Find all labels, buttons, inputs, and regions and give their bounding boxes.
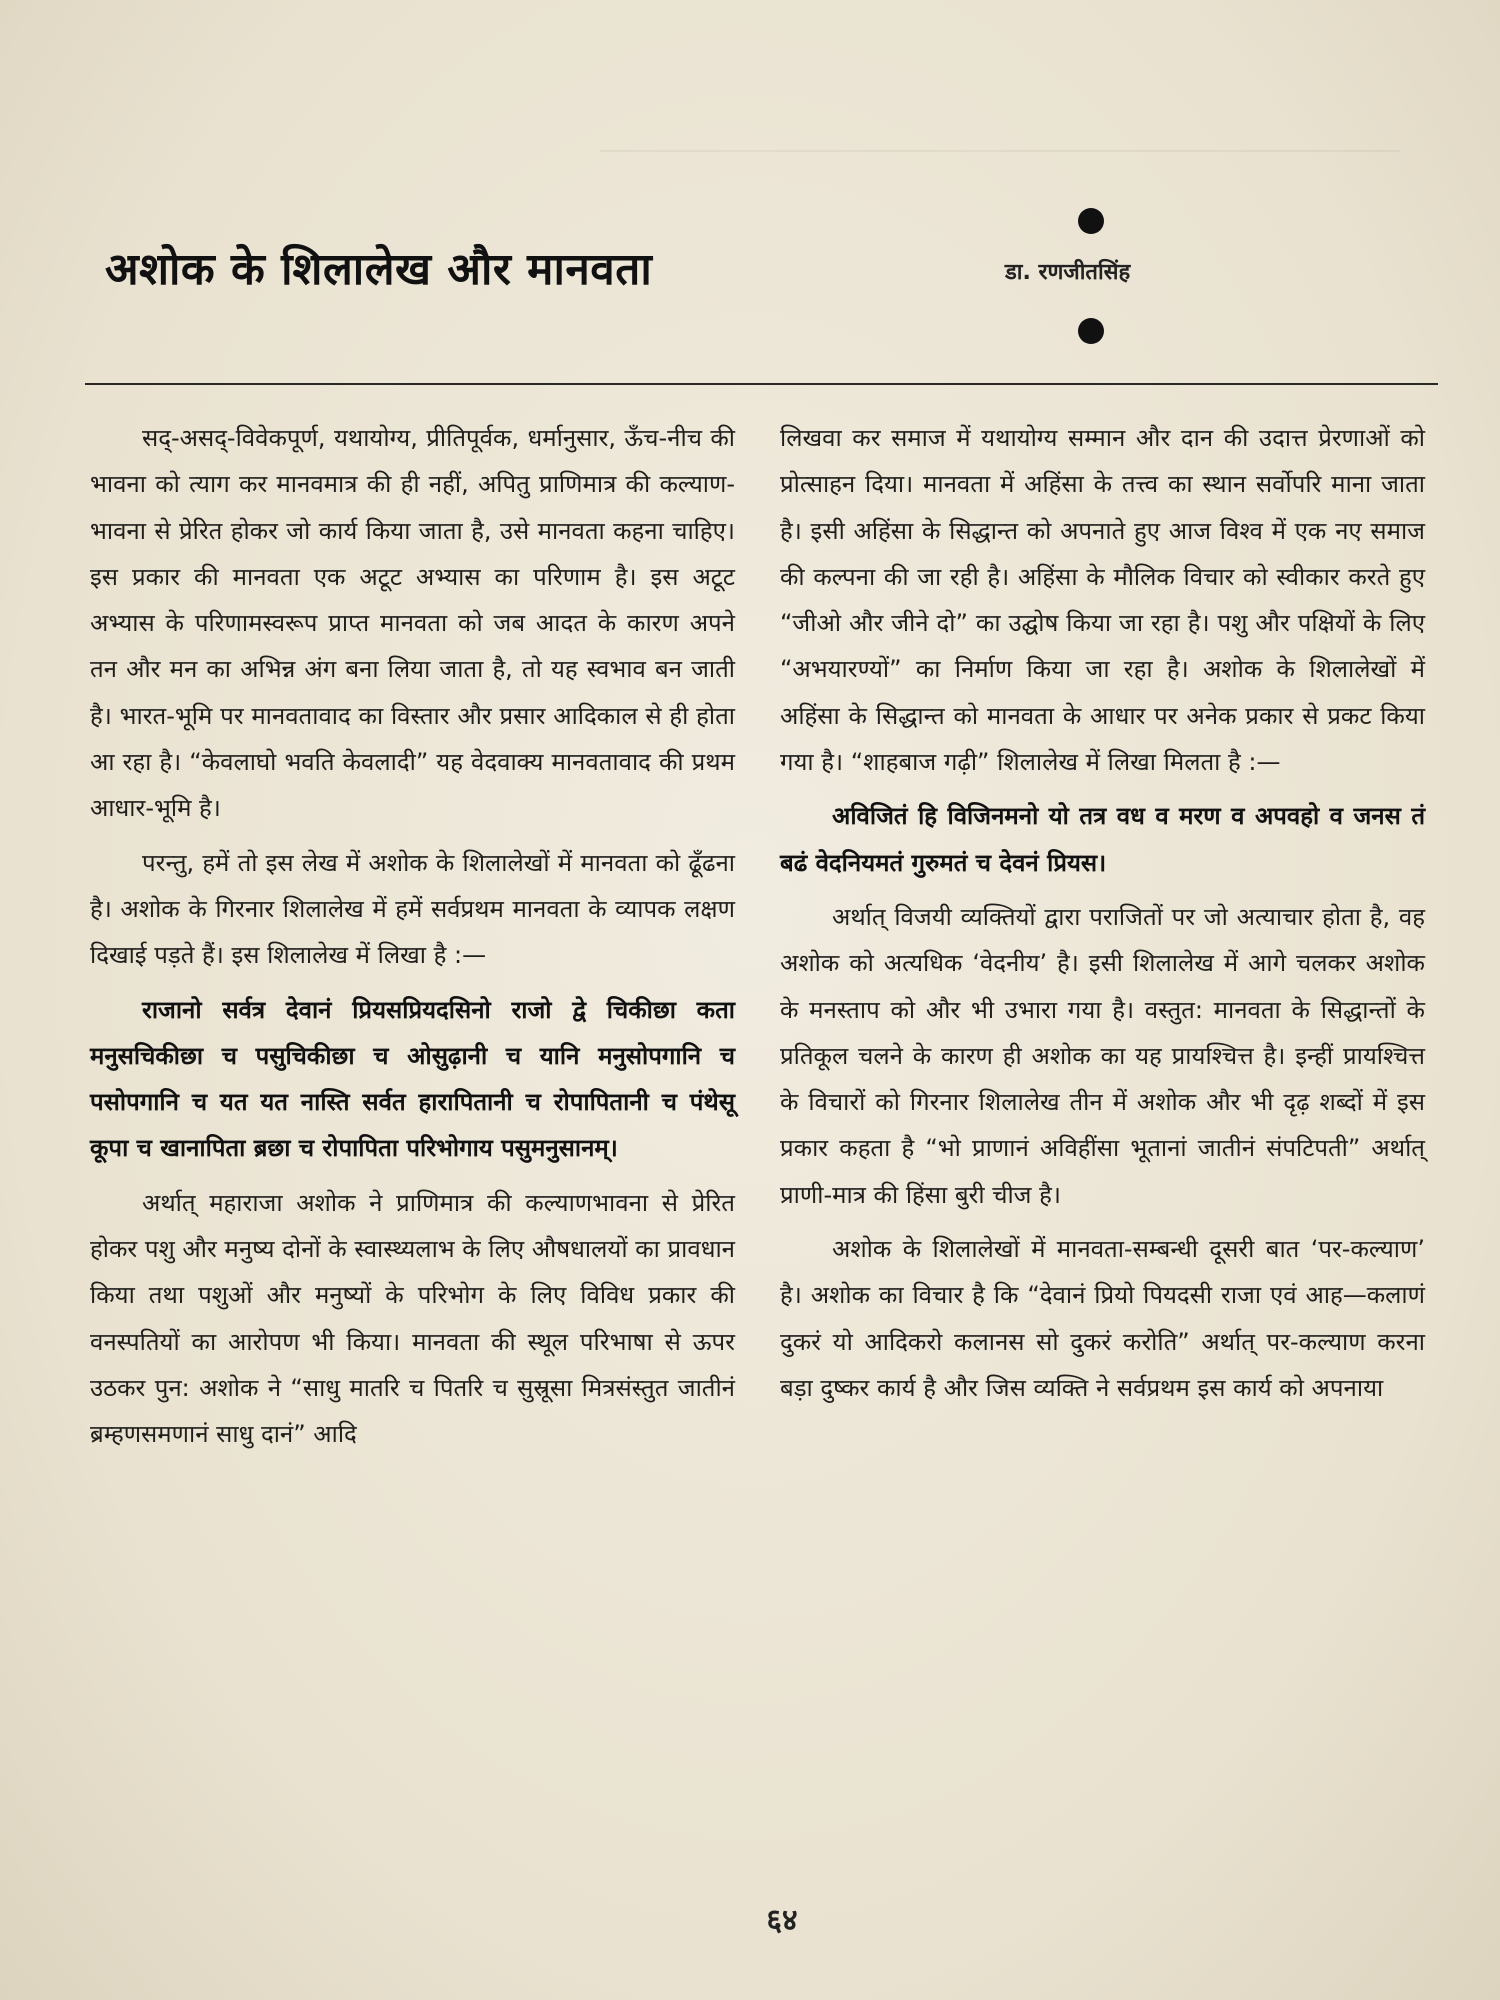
article-title: अशोक के शिलालेख और मानवता [105, 244, 653, 295]
paragraph: अर्थात् महाराजा अशोक ने प्राणिमात्र की कल्याणभावना से प्रेरित होकर पशु और मनुष्य दोनों के स्वास्थ्यलाभ के लिए औषधालयों का प्रावधान किया तथा पशुओं और मनुष्यों के परिभोग के लिए विविध प्रकार की वनस्पतियों का आरोपण भी किया। मानवता की स्थूल परिभाषा से ऊपर उठकर पुन: अशोक ने “साधु मातरि च पितरि च सुस्रूसा मित्रसंस्तुत जातीनं ब्रम्हणसमणानं साधु दानं” आदि [90, 1188, 735, 1449]
inscription-quote: राजानो सर्वत्र देवानं प्रियसप्रियदसिनो राजो द्वे चिकीछा कता मनुसचिकीछा च पसुचिकीछा च ओसुढ़ानी च यानि मनुसोपगानि च पसोपगानि च यत यत नास्ति सर्वत हारापितानी च रोपापितानी च पंथेसू कूपा च खानापिता ब्रछा च रोपापिता परिभोगाय पसुमनुसानम्। [90, 995, 735, 1163]
bullet-dot-bottom [1078, 318, 1104, 344]
show-through-texture [600, 110, 1400, 152]
title-divider [85, 383, 1438, 385]
paragraph: सद्-असद्-विवेकपूर्ण, यथायोग्य, प्रीतिपूर्वक, धर्मानुसार, ऊँच-नीच की भावना को त्याग कर मानवमात्र की ही नहीं, अपितु प्राणिमात्र की कल्याण-भावना से प्रेरित होकर जो कार्य किया जाता है, उसे मानवता कहना चाहिए। इस प्रकार की मानवता एक अटूट अभ्यास का परिणाम है। इस अटूट अभ्यास के परिणामस्वरूप प्राप्त मानवता को जब आदत के कारण अपने तन और मन का अभिन्न अंग बना लिया जाता है, तो यह स्वभाव बन जाती है। भारत-भूमि पर मानवतावाद का विस्तार और प्रसार आदिकाल से ही होता आ रहा है। “केवलाघो भवति केवलादी” यह वेदवाक्य मानवतावाद की प्रथम आधार-भूमि है। [90, 424, 735, 823]
bullet-dot-top [1078, 208, 1104, 234]
left-column [90, 415, 735, 1458]
page-number: ६४ [766, 1903, 798, 1938]
paragraph: परन्तु, हमें तो इस लेख में अशोक के शिलालेखों में मानवता को ढूँढना है। अशोक के गिरनार शिलालेख में हमें सर्वप्रथम मानवता के व्यापक लक्षण दिखाई पड़ते हैं। इस शिलालेख में लिखा है :— [90, 848, 735, 970]
inscription-quote: अविजितं हि विजिनमनो यो तत्र वध व मरण व अपवहो व जनस तं बढं वेदनियमतं गुरुमतं च देवनं प्रियस। [780, 802, 1425, 877]
paragraph: अर्थात् विजयी व्यक्तियों द्वारा पराजितों पर जो अत्याचार होता है, वह अशोक को अत्यधिक ‘वेदनीय’ है। इसी शिलालेख में आगे चलकर अशोक के मनस्ताप को और भी उभारा गया है। वस्तुत: मानवता के सिद्धान्तों के प्रतिकूल चलने के कारण ही अशोक का यह प्रायश्चित्त है। इन्हीं प्रायश्चित्त के विचारों को गिरनार शिलालेख तीन में अशोक और भी दृढ़ शब्दों में इस प्रकार कहता है “भो प्राणानं अविहींसा भूतानां जातीनं संपटिपती” अर्थात् प्राणी-मात्र की हिंसा बुरी चीज है। [780, 902, 1425, 1209]
paragraph-continued: लिखवा कर समाज में यथायोग्य सम्मान और दान की उदात्त प्रेरणाओं को प्रोत्साहन दिया। मानवता में अहिंसा के तत्त्व का स्थान सर्वोपरि माना जाता है। इसी अहिंसा के सिद्धान्त को अपनाते हुए आज विश्व में एक नए समाज की कल्पना की जा रही है। अहिंसा के मौलिक विचार को स्वीकार करते हुए “जीओ और जीने दो” का उद्घोष किया जा रहा है। पशु और पक्षियों के लिए “अभयारण्यों” का निर्माण किया जा रहा है। अशोक के शिलालेखों में अहिंसा के सिद्धान्त को मानवता के आधार पर अनेक प्रकार से प्रकट किया गया है। “शाहबाज गढ़ी” शिलालेख में लिखा मिलता है :— [780, 424, 1425, 777]
right-column [780, 415, 1425, 1411]
paragraph: अशोक के शिलालेखों में मानवता-सम्बन्धी दूसरी बात ‘पर-कल्याण’ है। अशोक का विचार है कि “देवानं प्रियो पियदसी राजा एवं आह—कलाणं दुकरं यो आदिकरो कलानस सो दुकरं करोति” अर्थात् पर-कल्याण करना बड़ा दुष्कर कार्य है और जिस व्यक्ति ने सर्वप्रथम इस कार्य को अपनाया [780, 1235, 1425, 1402]
article-author: डा. रणजीतसिंह [1005, 260, 1131, 285]
